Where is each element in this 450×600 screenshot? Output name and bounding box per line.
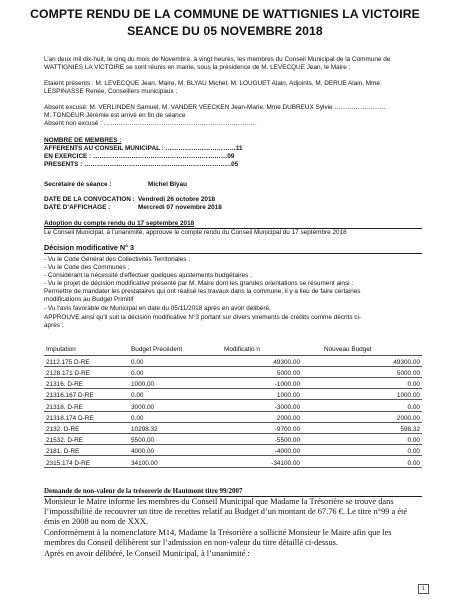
dm3-bullet-5: - Vu l'avis favorable de Municipal en date du 05/11/2018 après en avoir délibéré,	[44, 305, 271, 312]
new-budget-cell: 0.00	[407, 381, 420, 389]
table-row	[44, 366, 422, 377]
adoption-heading: Adoption du compte rendu du 17 septembre 2018	[44, 220, 195, 227]
modification-cell: 2000.00	[276, 414, 300, 422]
modification-cell: 5000.00	[276, 370, 300, 378]
modification-cell: -3000.00	[274, 403, 300, 411]
imputation-cell: 2315.174 D-RE	[46, 459, 91, 467]
divider	[44, 253, 422, 254]
posting-label: DATE D’AFFICHAGE :	[44, 204, 111, 211]
dm3-bullet-4-line2: Permettre de mandater les prestataires qui ont réalisé les travaux dans la commune, il y a lieu de faire certaines	[44, 288, 361, 295]
nonvaleur-paragraph-2: Conformément à la nomenclature M14, Madame la Trésorière a sollicité Monsieur le Maire afin que les membres du Conseil délibèrent sur l’admission en non-valeur du titre détaillé ci-dessus.	[44, 528, 392, 548]
modification-cell: 49300.00	[273, 358, 300, 366]
imputation-cell: 2112.175 D-RE	[46, 358, 90, 366]
new-budget-cell: 2000.00	[396, 414, 420, 422]
dm3-heading: Décision modificative N° 3	[44, 243, 134, 252]
excused-line2: M. TONDEUR Jérémie est arrivé en fin de séance	[44, 112, 186, 119]
new-budget-cell: 598.32	[400, 426, 420, 433]
dm3-bullet-2: - Vu le Code des Communes ;	[44, 264, 130, 271]
previous-budget-cell: 1000.00	[131, 381, 155, 389]
modification-cell: 1000.00	[276, 392, 300, 400]
page-title-line1: COMPTE RENDU DE LA COMMUNE DE WATTIGNIES LA VICTOIRE	[30, 7, 420, 21]
new-budget-cell: 0.00	[407, 437, 420, 445]
dm3-bullet-1: - Vu le Code Général des Collectivités Territoriales ;	[44, 256, 190, 263]
previous-budget-cell: 5500.00	[131, 437, 155, 445]
page-number: 1	[418, 584, 429, 594]
imputation-cell: 21316. D-RE	[46, 381, 83, 389]
convocation-label: DATE DE LA CONVOCATION :	[44, 196, 135, 203]
budget-table	[44, 344, 422, 468]
members-in-function: EN EXERCICE : ………………………………………………………09	[44, 153, 235, 160]
secretary-label: Secrétaire de séance :	[44, 181, 112, 188]
modification-cell: -4000.00	[274, 448, 300, 456]
table-row	[44, 355, 422, 366]
imputation-cell: 21318. D-RE	[46, 403, 83, 411]
modification-cell: -5500.00	[274, 437, 300, 445]
nonvaleur-heading: Demande de non-valeur de la trésorerie de Hautmont titre 99/2007	[44, 487, 243, 495]
previous-budget-cell: 0.00	[131, 414, 144, 422]
dm3-approval-line1: APPROUVE ainsi qu'il suit la décision modificative N°3 portant sur divers virements de crédits comme décrits ci-	[44, 314, 362, 321]
imputation-cell: 21532. D-RE	[46, 437, 83, 445]
secretary-name: Michel Blyau	[148, 181, 188, 188]
new-budget-cell: 1000.00	[396, 392, 420, 400]
members-heading: NOMBRE DE MEMBRES :	[44, 137, 122, 144]
imputation-cell: 21316.167 D-RE	[46, 392, 94, 400]
previous-budget-cell: 0.00	[131, 358, 144, 366]
modification-cell: -34100.00	[271, 459, 300, 467]
budget-table-body	[44, 355, 422, 467]
posting-value: Mercredi 07 novembre 2018	[138, 204, 222, 211]
table-row	[44, 400, 422, 411]
table-row	[44, 456, 422, 467]
present-line2: LESPINASSE Renée, Conseillers municipaux ;	[44, 88, 178, 95]
table-row	[44, 434, 422, 445]
excused-line1: Absent excusé: M. VERLINDEN Samuel, M. VANDER VEECKEN Jean-Marie, Mme DUBREUX Sylvie ……………………	[44, 104, 386, 111]
previous-budget-cell: 4000.00	[131, 448, 155, 456]
previous-budget-cell: 0.00	[131, 392, 144, 400]
new-budget-cell: 0.00	[407, 403, 420, 411]
table-row	[44, 411, 422, 422]
nonvaleur-paragraph-3: Après en avoir délibéré, le Conseil Municipal, à l’unanimité :	[44, 549, 250, 558]
dm3-bullet-4-line3: modifications au Budget Primitif	[44, 296, 134, 303]
column-header-modification: Modificatio n	[224, 346, 260, 354]
members-present: PRESENTS : ……………………………………………………………05	[44, 161, 239, 168]
column-header-new-budget: Nouveau Budget	[324, 346, 372, 354]
adoption-text: Le Conseil Municipal, à l’unanimité, approuve le compte rendu du Conseil Municipal du 17 septembre 2018	[44, 229, 347, 236]
new-budget-cell: 0.00	[407, 448, 420, 456]
table-row	[44, 389, 422, 400]
new-budget-cell: 49300.00	[393, 358, 420, 366]
dm3-bullet-3: - Considérant la nécessité d'effectuer quelques ajustements budgétaires ;	[44, 272, 252, 279]
intro-line1: L’an deux mil dix-huit, le cinq du mois de Novembre, à vingt heures, les membres du Conseil Municipal de la Commune de	[44, 56, 391, 63]
table-row	[44, 445, 422, 456]
convocation-value: Vendredi 26 octobre 2018	[138, 196, 216, 203]
imputation-cell: 2181. D-RE	[46, 448, 80, 456]
table-header-row	[44, 344, 422, 355]
intro-line2: WATTIGNIES LA VICTOIRE se sont réunis en mairie, sous la présidence de M. LEVECQUE Jean, le Maire ;	[44, 64, 351, 71]
column-header-previous-budget: Budget Précédent	[131, 346, 183, 354]
present-line1: Etaient présents : M. LEVECQUE Jean, Maire, M. BLYAU Michel, M. LOUGUET Alain, Adjoints, M. DERUE Alain, Mme.	[44, 80, 382, 87]
previous-budget-cell: 34100.00	[131, 459, 158, 467]
imputation-cell: 21318.174 D-RE	[46, 414, 94, 422]
new-budget-cell: 0.00	[407, 459, 420, 467]
dm3-bullet-4: - Vu le projet de décision modificative présenté par M. Maire dont les grandes orientations se résument ainsi :	[44, 280, 354, 287]
dm3-approval-line2: après :	[44, 322, 64, 329]
previous-budget-cell: 10298.32	[131, 426, 158, 433]
modification-cell: -9700.00	[274, 426, 300, 433]
column-header-imputation: Imputation	[46, 346, 76, 354]
new-budget-cell: 5000.00	[396, 370, 420, 378]
table-row	[44, 422, 422, 433]
members-in-office: AFFERENTS AU CONSEIL MUNICIPAL : ……………………………11	[44, 145, 243, 152]
imputation-cell: 2132. D-RE	[46, 426, 80, 433]
table-row	[44, 378, 422, 389]
previous-budget-cell: 3000.00	[131, 403, 155, 411]
previous-budget-cell: 0.00	[131, 370, 144, 378]
absent-line: Absent non excusé : ………………………………………………………………	[44, 120, 258, 127]
nonvaleur-paragraph-1: Monsieur le Maire informe les membres du Conseil Municipal que Madame la Trésorière se trouve dans l’impossibilité de recouvrer un titre de recettes relatif au Budget d’un montant de 67.76 €. Le titre n°99 a été émis en 2008 au nom de XXX.	[44, 497, 408, 527]
modification-cell: -1000.00	[274, 381, 300, 389]
imputation-cell: 2128.171 D-RE	[46, 370, 91, 378]
page-title-line2: SEANCE DU 05 NOVEMBRE 2018	[127, 24, 323, 38]
